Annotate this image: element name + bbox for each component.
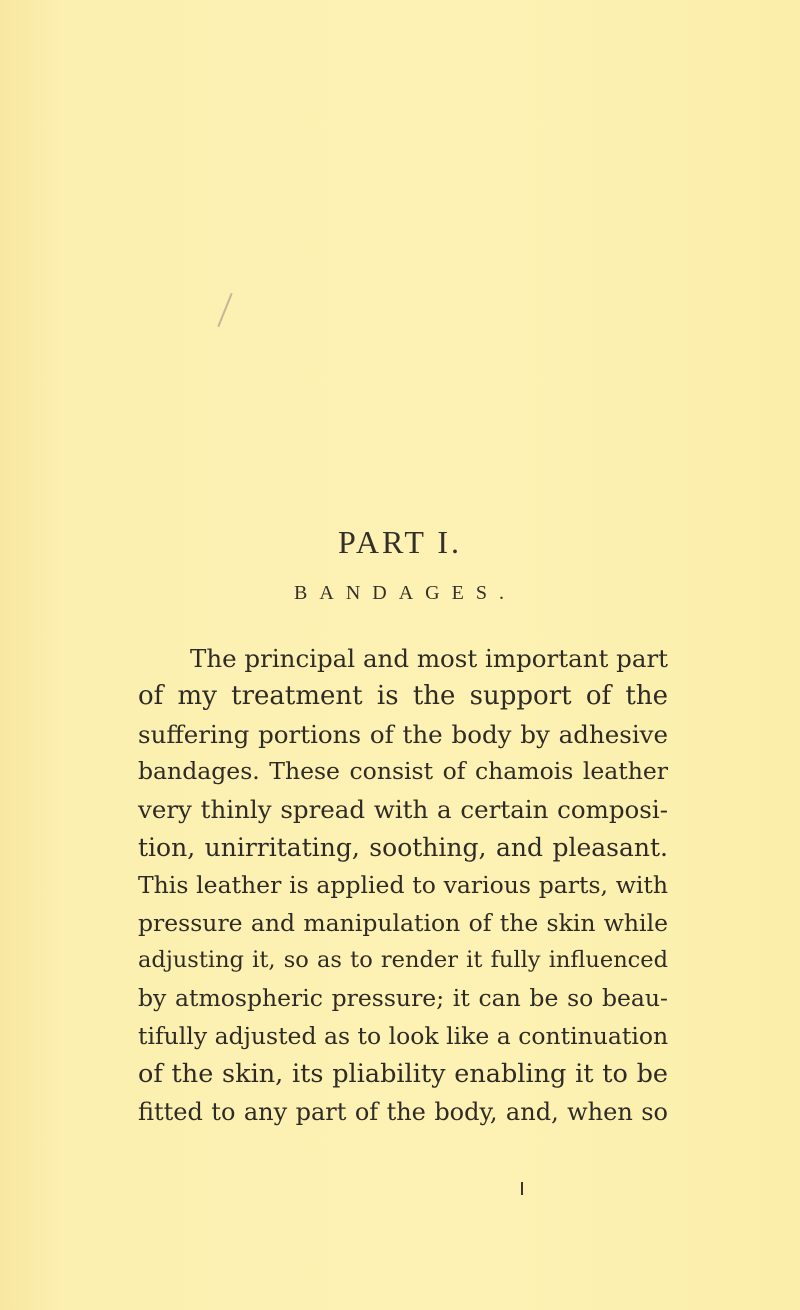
text-line: of my treatment is the support of the — [138, 680, 668, 711]
text-line: adjusting it, so as to render it fully influenced — [138, 947, 668, 974]
text-line: bandages. These consist of chamois leather — [138, 757, 668, 786]
text-line: suffering portions of the body by adhesive — [138, 719, 668, 749]
printer-mark — [521, 1182, 523, 1195]
text-line: tion, unirritating, soothing, and pleasant. — [138, 832, 668, 862]
pencil-mark — [217, 293, 232, 327]
text-line: This leather is applied to various parts, with — [138, 870, 668, 899]
text-line: of the skin, its pliability enabling it to be — [138, 1058, 668, 1089]
text-line: tifully adjusted as to look like a continuation — [138, 1021, 669, 1050]
text-line: The principal and most important part — [190, 644, 668, 673]
body-paragraph — [138, 640, 668, 1131]
text-line: fitted to any part of the body, and, when so — [138, 1097, 668, 1126]
text-line: by atmospheric pressure; it can be so beau- — [138, 984, 668, 1013]
text-line: very thinly spread with a certain composi- — [138, 795, 668, 825]
part-heading: PART I. — [337, 524, 462, 560]
text-line: pressure and manipulation of the skin while — [138, 908, 668, 937]
section-heading: BANDAGES. — [294, 582, 516, 604]
